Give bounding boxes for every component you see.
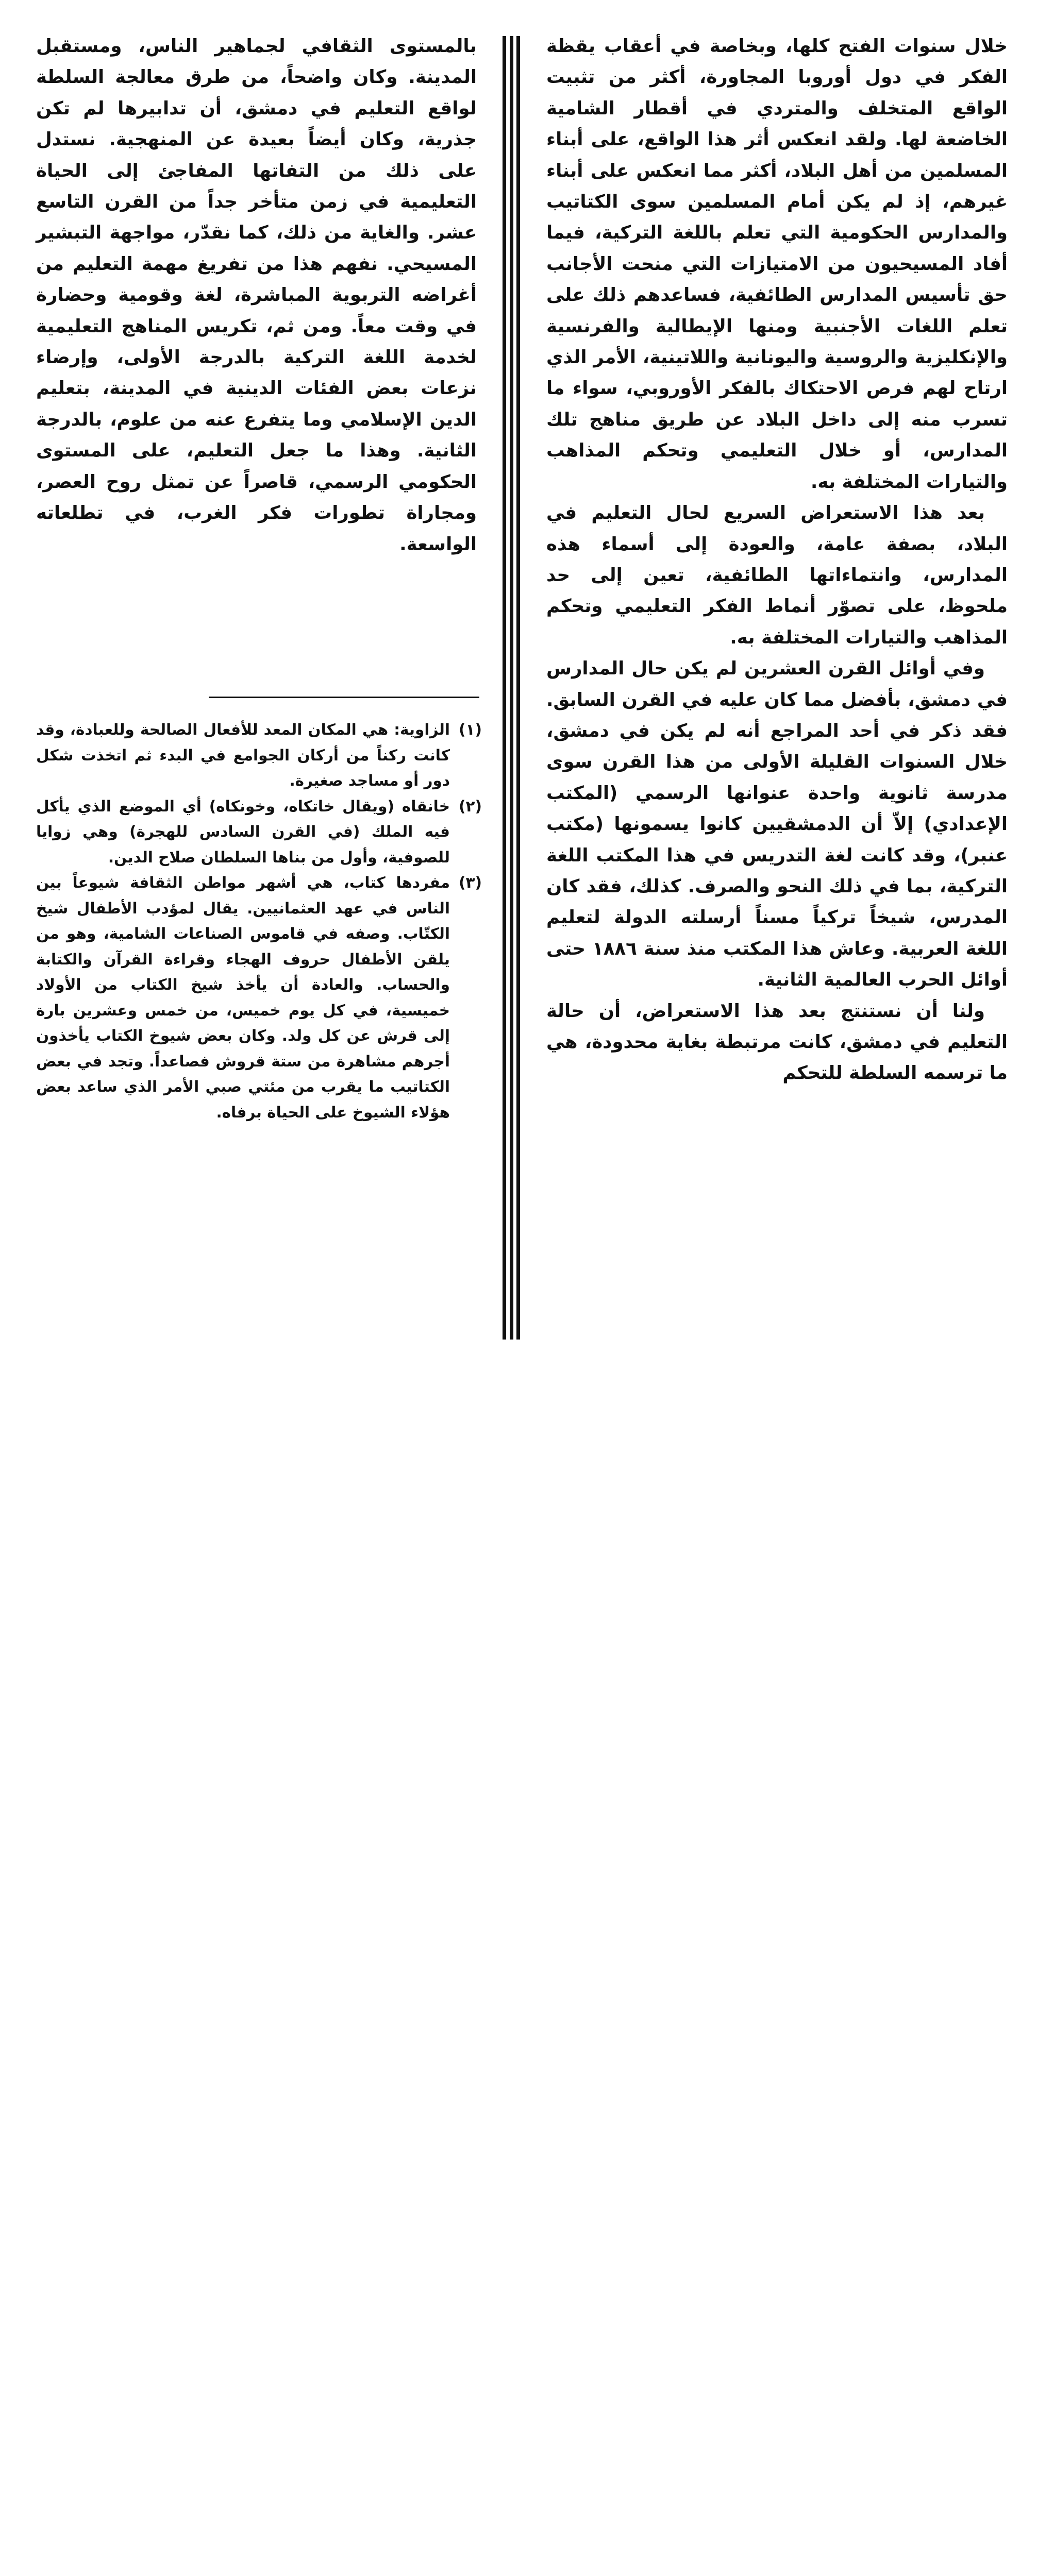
paragraph: خلال سنوات الفتح كلها، وبخاصة في أعقاب يقظة الفكر في دول أوروبا المجاورة، أكثر من تثبيت الواقع المتخلف والمتردي في أقطار الشامية الخاضعة لها. ولقد انعكس أثر هذا الواقع، على أبناء المسلمين من أهل البلاد، أكثر مما انعكس على أبناء غيرهم، إذ لم يكن أمام المسلمين سوى الكتاتيب والمدارس الحكومية التي تعلم باللغة التركية، فيما أفاد المسيحيون من الامتيازات التي منحت الأجانب حق تأسيس المدارس الطائفية، فساعدهم ذلك على تعلم اللغات الأجنبية ومنها الإيطالية والفرنسية والإنكليزية والروسية واليونانية واللاتينية، الأمر الذي ارتاح لهم فرص الاحتكاك بالفكر الأوروبي، سواء ما تسرب منه إلى داخل البلاد عن طريق مناهج تلك المدارس، أو خلال التعليمي وتحكم المذاهب والتيارات المختلفة به.: [546, 36, 1008, 493]
paragraph: بالمستوى الثقافي لجماهير الناس، ومستقبل المدينة. وكان واضحاً، من طرق معالجة السلطة لواقع التعليم في دمشق، أن تدابيرها لم تكن جذرية، وكان أيضاً بعيدة عن المنهجية. نستدل على ذلك من التفاتها المفاجئ إلى الحياة التعليمية في زمن متأخر جداً من القرن التاسع عشر. والغاية من ذلك، كما نقدّر، مواجهة التبشير المسيحي. نفهم هذا من تفريغ مهمة التعليم من أغراضه التربوية المباشرة، لغة وقومية وحضارة في وقت معاً. ومن ثم، تكريس المناهج التعليمية لخدمة اللغة التركية بالدرجة الأولى، وإرضاء نزعات بعض الفئات الدينية في المدينة، بتعليم الدين الإسلامي وما يتفرع عنه من علوم، بالدرجة الثانية. وهذا ما جعل التعليم، على المستوى الحكومي الرسمي، قاصراً عن تمثل روح العصر، ومجاراة تطورات فكر الغرب، في تطلعاته الواسعة.: [36, 36, 477, 555]
footnote-number: (٣): [459, 874, 482, 891]
page-footer: [0, 1370, 1037, 1443]
footnote-text: الزاوية: هي المكان المعد للأفعال الصالحة وللعبادة، وقد كانت ركناً من أركان الجوامع في البدء ثم اتخذت شكل دور أو مساجد صغيرة.: [36, 721, 450, 789]
footnote-text: خانقاه (ويقال خاتكاه، وخونكاه) أي الموضع الذي يأكل فيه الملك (في القرن السادس للهجرة) وهي زوايا للصوفية، وأول من بناها السلطان صلاح الدين.: [36, 797, 450, 866]
footnote-number: (٢): [459, 797, 482, 815]
footnote-separator: [209, 697, 479, 698]
article-column-left: [36, 31, 477, 560]
article-column-right: [546, 31, 1008, 1089]
footnote-text: مفردها كتاب، هي أشهر مواطن الثقافة شيوعاً بين الناس في عهد العثمانيين. يقال لمؤدب الأطفال شيخ الكتّاب. وصفه في قاموس الصناعات الشامية، وهو من يلقن الأطفال حروف الهجاء وقراءة القرآن والكتابة والحساب. والعادة أن يأخذ شيخ الكتاب من الأولاد خميسية، في كل يوم خميس، من خمس وعشرين بارة إلى قرش عن كل ولد. وكان بعض شيوخ الكتاب يأخذون أجرهم مشاهرة من ستة قروش فصاعداً. وتجد في بعض الكتاتيب ما يقرب من مئتي صبي الأمر الذي ساعد بعض هؤلاء الشيوخ على الحياة برفاه.: [36, 874, 450, 1121]
footnote-item: [36, 794, 482, 871]
paragraph: ولنا أن نستنتج بعد هذا الاستعراض، أن حالة التعليم في دمشق، كانت مرتبطة بغاية محدودة، هي ما ترسمه السلطة للتحكم: [546, 1000, 1008, 1084]
footnote-item: [36, 870, 482, 1125]
footnote-number: (١): [459, 721, 482, 738]
paragraph: بعد هذا الاستعراض السريع لحال التعليم في البلاد، بصفة عامة، والعودة إلى أسماء هذه المدارس، وانتماءاتها الطائفية، تعين إلى حد ملحوظ، على تصوّر أنماط الفكر التعليمي وتحكم المذاهب والتيارات المختلفة به.: [546, 502, 1008, 648]
footnotes: [36, 717, 482, 1125]
column-divider: [503, 36, 520, 1340]
paragraph: وفي أوائل القرن العشرين لم يكن حال المدارس في دمشق، بأفضل مما كان عليه في القرن السابق. فقد ذكر في أحد المراجع أنه لم يكن في دمشق، خلال السنوات القليلة الأولى من هذا القرن سوى مدرسة ثانوية واحدة عنوانها الرسمي (المكتب الإعدادي) إلاّ أن الدمشقيين كانوا يسمونها (مكتب عنبر)، وقد كانت لغة التدريس في هذا المكتب اللغة التركية، بما في ذلك النحو والصرف. كذلك، فقد كان المدرس، شيخاً تركياً مسناً أرسلته الدولة لتعليم اللغة العربية. وعاش هذا المكتب منذ سنة ١٨٨٦ حتى أوائل الحرب العالمية الثانية.: [546, 658, 1008, 991]
footnote-item: [36, 717, 482, 794]
